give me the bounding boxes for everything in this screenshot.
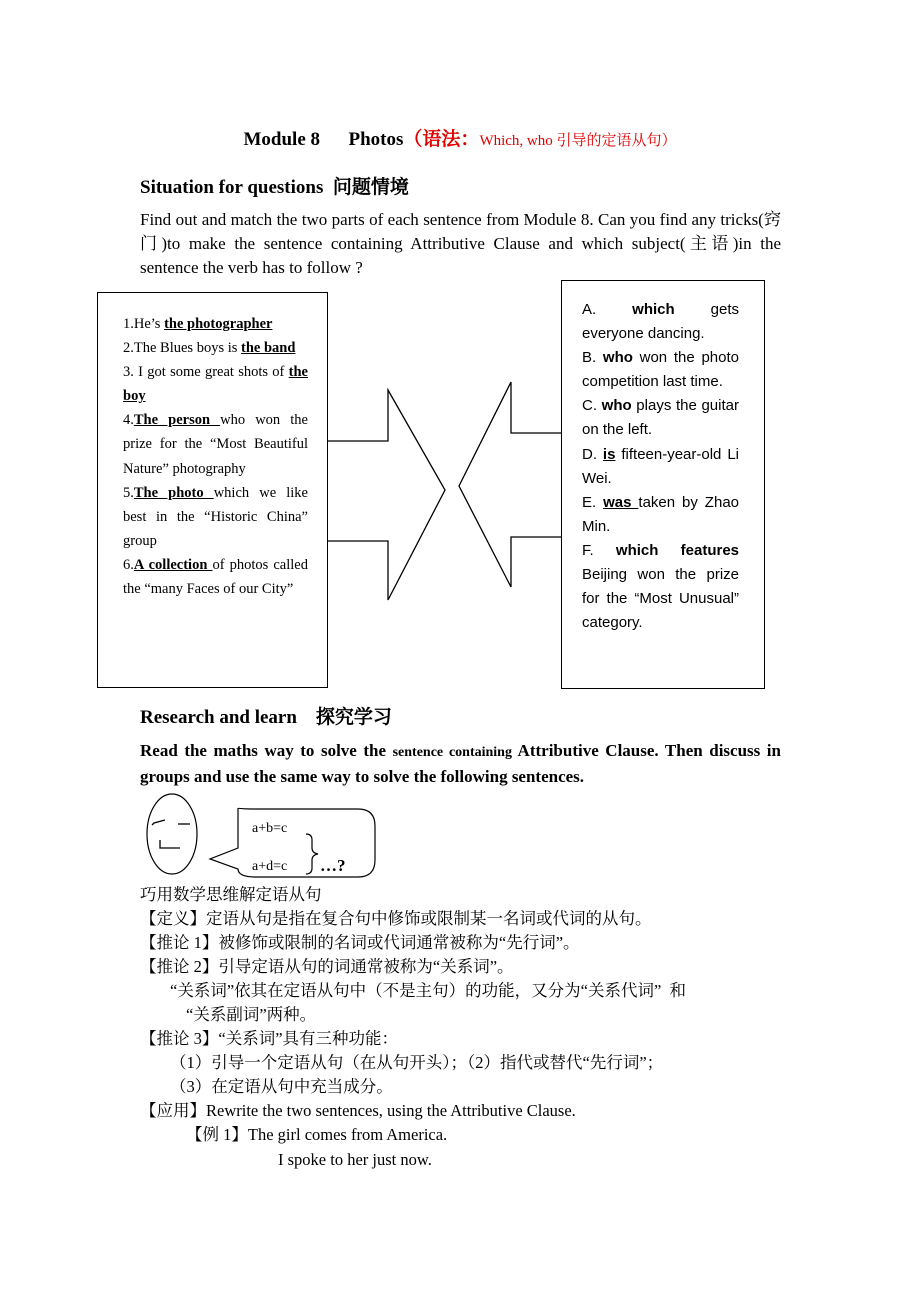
right-clause-rest: won the photo competition last time. (582, 349, 739, 391)
notes-inference-2: 【推论 2】引导定语从句的词通常被称为“关系词”。 (140, 957, 514, 976)
left-sentence-1 (123, 312, 308, 336)
notes-definition: 【定义】定语从句是指在复合句中修饰或限制某一名词或代词的从句。 (140, 909, 652, 928)
right-clause-e (582, 491, 739, 539)
left-sentence-2 (123, 336, 308, 360)
right-clause-keyword: which features (615, 541, 739, 559)
left-sentence-prefix: 4. (123, 412, 134, 429)
left-sentence-prefix: 2.The Blues boys is (123, 340, 242, 357)
right-clause-keyword: is (602, 445, 616, 463)
right-clause-rest: fifteen-year-old Li Wei. (582, 445, 739, 487)
right-clause-b (582, 346, 739, 394)
right-sentence-list (582, 298, 739, 635)
left-sentence-5 (123, 481, 308, 553)
right-clause-rest: plays the guitar on the left. (582, 397, 739, 439)
right-arrow (459, 382, 562, 587)
left-sentence-4 (123, 408, 308, 480)
left-sentence-antecedent: The person (133, 412, 221, 429)
right-clause-letter: F. (582, 541, 616, 559)
notes-inference-2-detail-2: “关系副词”两种。 (186, 1005, 317, 1024)
research-instruction-part1: Read the maths way to solve the (140, 741, 393, 760)
left-sentence-antecedent: The photo (133, 484, 214, 501)
notes-inference-2-detail-1: “关系词”依其在定语从句中（不是主句）的功能，又分为“关系代词” 和 (170, 981, 687, 1000)
equation-1: a+b=c (252, 821, 288, 836)
right-clause-keyword: who (601, 397, 632, 415)
notes-application: 【应用】Rewrite the two sentences, using the Attributive Clause. (140, 1101, 576, 1120)
title-grammar: Which, who 引导的定语从句） (479, 133, 677, 149)
title-paren: （语法： (403, 129, 480, 150)
left-arrow (328, 390, 445, 600)
speech-bubble-icon (210, 808, 375, 877)
situation-intro: Find out and match the two parts of each sentence from Module 8. Can you find any tricks(窍门)to make the sentence containing Attributive Clause and which subject(主语)in the sentence the verb has to follow ? (140, 210, 781, 277)
right-clause-letter: A. (582, 301, 633, 318)
right-clause-rest: Beijing won the prize for the “Most Unusual” category. (582, 566, 739, 632)
right-clause-rest: gets everyone dancing. (582, 301, 739, 343)
left-sentence-antecedent: the boy (123, 364, 308, 405)
right-clause-letter: E. (582, 493, 604, 511)
situation-heading: Situation for questions 问题情境 (140, 177, 409, 198)
notes-inference-3: 【推论 3】“关系词”具有三种功能： (140, 1029, 399, 1048)
notes-caption: 巧用数学思维解定语从句 (140, 885, 322, 904)
matching-arrows-diagram (326, 378, 564, 614)
right-clause-keyword: which (632, 301, 675, 318)
left-sentence-antecedent: A collection (133, 556, 213, 573)
page-title (0, 124, 920, 151)
example-1-line-2: I spoke to her just now. (278, 1150, 432, 1169)
title-main: Module 8 Photos (243, 129, 404, 150)
equation-2: a+d=c (252, 859, 288, 874)
right-clause-letter: C. (582, 397, 602, 415)
right-clause-keyword: who (602, 349, 633, 367)
research-instruction-part2: Attributive Clause. Then discuss in groups and use the same way to solve the following sentences. (140, 741, 781, 786)
research-instruction (140, 739, 781, 789)
left-sentence-antecedent: the band (241, 340, 296, 357)
notes-function-3: （3）在定语从句中充当成分。 (170, 1077, 393, 1096)
research-instruction-small: sentence containing (392, 745, 512, 760)
right-clause-d (582, 443, 739, 491)
left-sentence-antecedent: the photographer (164, 316, 273, 332)
notes-function-1-2: （1）引导一个定语从句（在从句开头）；（2）指代或替代“先行词”； (170, 1053, 664, 1072)
right-clause-a (582, 298, 739, 346)
bubble-question: …? (320, 856, 346, 875)
right-clause-f (582, 539, 739, 635)
right-clause-letter: D. (582, 445, 603, 463)
notes-inference-1: 【推论 1】被修饰或限制的名词或代词通常被称为“先行词”。 (140, 933, 580, 952)
right-clause-letter: B. (582, 349, 603, 367)
left-sentence-prefix: 1.He’s (123, 316, 165, 332)
left-sentence-rest: which we like best in the “Historic China” group (123, 484, 308, 549)
left-sentence-prefix: 5. (123, 484, 134, 501)
left-sentence-prefix: 3. I got some great shots of (123, 364, 289, 381)
left-sentence-3 (123, 360, 308, 408)
example-1-line-1: 【例 1】The girl comes from America. (186, 1125, 448, 1144)
left-sentence-list (123, 312, 308, 601)
right-clause-c (582, 394, 739, 442)
right-clause-rest: taken by Zhao Min. (582, 493, 739, 535)
left-sentence-rest: of photos called the “many Faces of our City” (123, 556, 308, 598)
right-clause-keyword: was (603, 493, 639, 511)
left-sentence-6 (123, 553, 308, 601)
left-sentence-prefix: 6. (123, 556, 134, 573)
face-icon (147, 794, 197, 874)
research-heading: Research and learn 探究学习 (140, 707, 392, 728)
left-sentence-rest: who won the prize for the “Most Beautiful Nature” photography (123, 412, 308, 477)
